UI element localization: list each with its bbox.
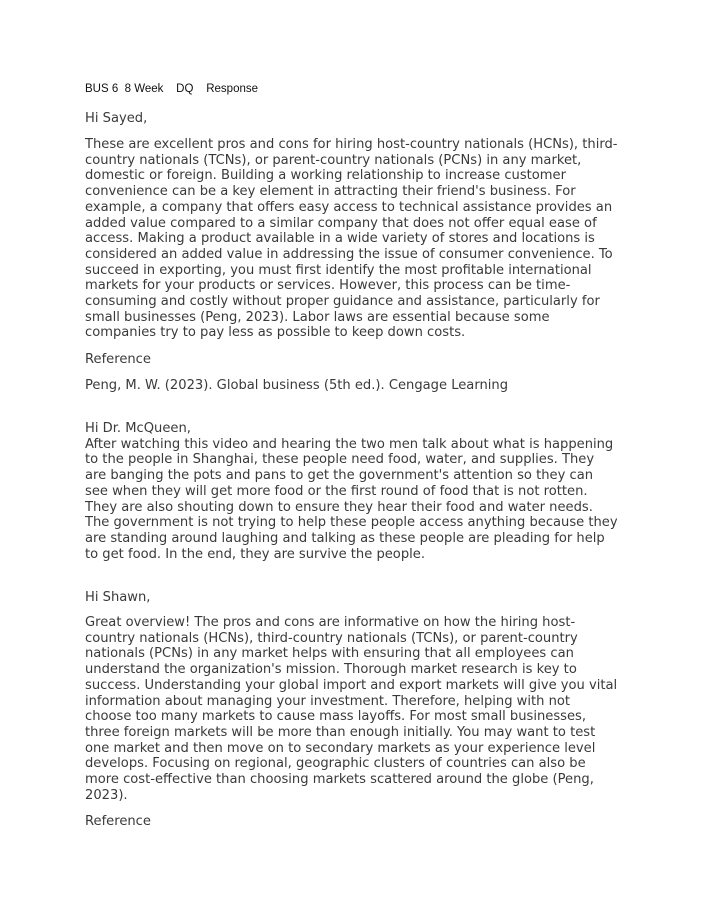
course-header: BUS 6 8 Week DQ Response bbox=[85, 83, 258, 95]
paragraph-line: succeed in exporting, you must first identify the most profitable international bbox=[85, 262, 592, 278]
paragraph-line: choose too many markets to cause mass layoffs. For most small businesses, bbox=[85, 709, 587, 725]
paragraph-line: domestic or foreign. Building a working relationship to increase customer bbox=[85, 168, 566, 184]
paragraph-line: considered an added value in addressing the issue of consumer convenience. To bbox=[85, 246, 613, 262]
reference-citation: Peng, M. W. (2023). Global business (5th ed.). Cengage Learning bbox=[85, 378, 509, 393]
paragraph-line: example, a company that offers easy access to technical assistance provides an bbox=[85, 199, 613, 215]
paragraph-line: success. Understanding your global import and export markets will give you vital bbox=[85, 677, 618, 693]
paragraph-line: consuming and costly without proper guidance and assistance, particularly for bbox=[85, 294, 600, 310]
greeting-mcqueen: Hi Dr. McQueen, bbox=[85, 421, 191, 436]
paragraph-line: country nationals (TCNs), or parent-country nationals (PCNs) in any market, bbox=[85, 152, 582, 168]
paragraph-line: added value compared to a similar company that does not offer equal ease of bbox=[85, 215, 597, 231]
paragraph-line: They are also shouting down to ensure they hear their food and water needs. bbox=[85, 499, 593, 515]
paragraph-line: to get food. In the end, they are survive the people. bbox=[85, 546, 425, 562]
paragraph-line: nationals (PCNs) in any market helps with ensuring that all employees can bbox=[85, 646, 574, 662]
paragraph-line: 2023). bbox=[85, 787, 128, 803]
paragraph-line: country nationals (HCNs), third-country nationals (TCNs), or parent-country bbox=[85, 630, 578, 646]
paragraph-line: These are excellent pros and cons for hiring host-country nationals (HCNs), third- bbox=[85, 137, 618, 152]
reference-heading: Reference bbox=[85, 352, 151, 367]
paragraph-line: are banging the pots and pans to get the government's attention so they can bbox=[85, 468, 594, 484]
paragraph-line: information about managing your investment. Therefore, helping with not bbox=[85, 693, 571, 709]
paragraph-line: understand the organization's mission. Thorough market research is key to bbox=[85, 662, 577, 678]
paragraph-line: are standing around laughing and talking as these people are pleading for help bbox=[85, 530, 605, 546]
paragraph-line: The government is not trying to help these people access anything because they bbox=[85, 515, 618, 531]
paragraph-line: markets for your products or services. However, this process can be time- bbox=[85, 278, 571, 294]
paragraph-line: three foreign markets will be more than enough initially. You may want to test bbox=[85, 724, 596, 740]
paragraph-line: companies try to pay less as possible to keep down costs. bbox=[85, 325, 466, 341]
paragraph-line: small businesses (Peng, 2023). Labor laws are essential because some bbox=[85, 309, 550, 325]
greeting-sayed: Hi Sayed, bbox=[85, 111, 148, 126]
response-mcqueen-paragraph bbox=[85, 421, 645, 562]
paragraph-line: more cost-effective than choosing markets scattered around the globe (Peng, bbox=[85, 772, 594, 788]
paragraph-line: access. Making a product available in a wide variety of stores and locations is bbox=[85, 231, 595, 247]
paragraph-line: see when they will get more food or the first round of food that is not rotten. bbox=[85, 483, 588, 499]
paragraph-line: Great overview! The pros and cons are informative on how the hiring host- bbox=[85, 615, 576, 630]
response-sayed-paragraph bbox=[85, 137, 645, 341]
greeting-shawn: Hi Shawn, bbox=[85, 590, 151, 605]
paragraph-line: After watching this video and hearing the two men talk about what is happening bbox=[85, 436, 614, 452]
paragraph-line: to the people in Shanghai, these people need food, water, and supplies. They bbox=[85, 452, 595, 468]
response-shawn-paragraph bbox=[85, 615, 645, 803]
paragraph-line: develops. Focusing on regional, geographic clusters of countries can also be bbox=[85, 756, 586, 772]
reference-heading: Reference bbox=[85, 814, 151, 829]
paragraph-line: one market and then move on to secondary markets as your experience level bbox=[85, 740, 596, 756]
paragraph-line: convenience can be a key element in attracting their friend's business. For bbox=[85, 184, 576, 200]
